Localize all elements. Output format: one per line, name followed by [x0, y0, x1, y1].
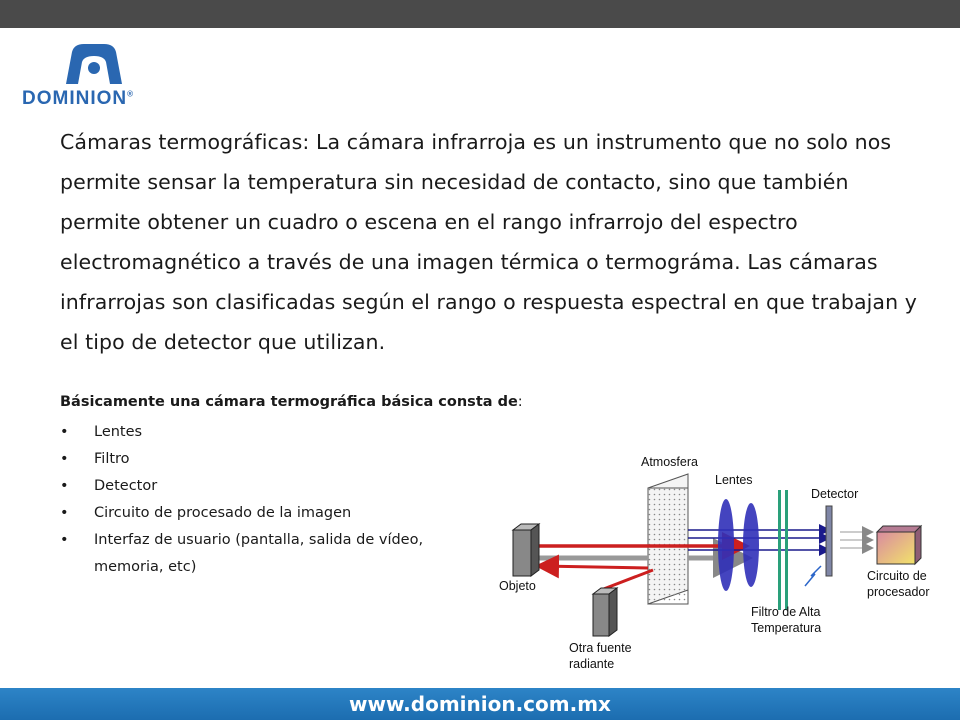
bullet: •	[60, 505, 69, 521]
lens-1	[718, 499, 734, 591]
list-item-text: Circuito de procesado de la imagen	[94, 505, 352, 521]
list-item	[60, 419, 494, 446]
bullet: •	[60, 478, 69, 494]
label-circuito-1: Circuito de	[867, 569, 927, 583]
list-item	[60, 473, 494, 500]
list-item-text: Filtro	[94, 451, 130, 467]
bullet: •	[60, 451, 69, 467]
detector-plate	[826, 506, 832, 576]
list-item	[60, 446, 494, 473]
components-intro	[60, 394, 523, 410]
filter-plate-2	[785, 490, 788, 610]
lens-2	[743, 503, 759, 587]
dominion-logo	[22, 40, 182, 110]
atmosphere-block	[648, 474, 688, 604]
description-paragraph: Cámaras termográficas: La cámara infrarroja es un instrumento que no solo nos permite sensar la temperatura sin necesidad de contacto, sino que también permite obtener un cuadro o escena en el rango infrarrojo del espectro electromagnético a través de una imagen térmica o termográma. Las cámaras infrarrojas son clasificadas según el rango o respuesta espectral en que trabajan y el tipo de detector que utilizan.	[60, 130, 918, 354]
components-list	[60, 419, 494, 581]
filter-plate-1	[778, 490, 781, 610]
bullet: •	[60, 532, 69, 548]
list-item-text: Detector	[94, 478, 158, 494]
ray-other-source	[601, 570, 653, 590]
thermal-camera-diagram	[493, 418, 953, 688]
label-circuito-2: procesador	[867, 585, 930, 599]
label-detector: Detector	[811, 487, 859, 501]
bullet: •	[60, 424, 69, 440]
top-bar	[0, 0, 960, 28]
list-item-text: Interfaz de usuario (pantalla, salida de vídeo, memoria, etc)	[94, 532, 424, 575]
label-lentes: Lentes	[715, 473, 753, 487]
object-box	[513, 524, 539, 576]
spark-icon	[805, 566, 821, 586]
label-otra-2: radiante	[569, 657, 615, 671]
label-filtro-2: Temperatura	[751, 621, 822, 635]
label-atmosfera: Atmosfera	[641, 455, 698, 469]
ray-reflect	[541, 566, 648, 568]
processor-box	[877, 526, 921, 564]
list-item	[60, 527, 474, 581]
other-source-box	[593, 588, 617, 636]
components-intro-bold: Básicamente una cámara termográfica básica consta de	[60, 394, 518, 410]
list-item-text: Lentes	[94, 424, 143, 440]
logo-text: DOMINION®	[22, 88, 135, 109]
footer-bar	[0, 688, 960, 720]
label-filtro-1: Filtro de Alta	[751, 605, 821, 619]
logo-mark-icon	[22, 40, 182, 88]
list-item	[60, 500, 494, 527]
footer-url[interactable]: www.dominion.com.mx	[349, 692, 611, 716]
label-otra-1: Otra fuente	[569, 641, 632, 655]
label-objeto: Objeto	[499, 579, 536, 593]
components-intro-suffix: :	[517, 394, 523, 410]
